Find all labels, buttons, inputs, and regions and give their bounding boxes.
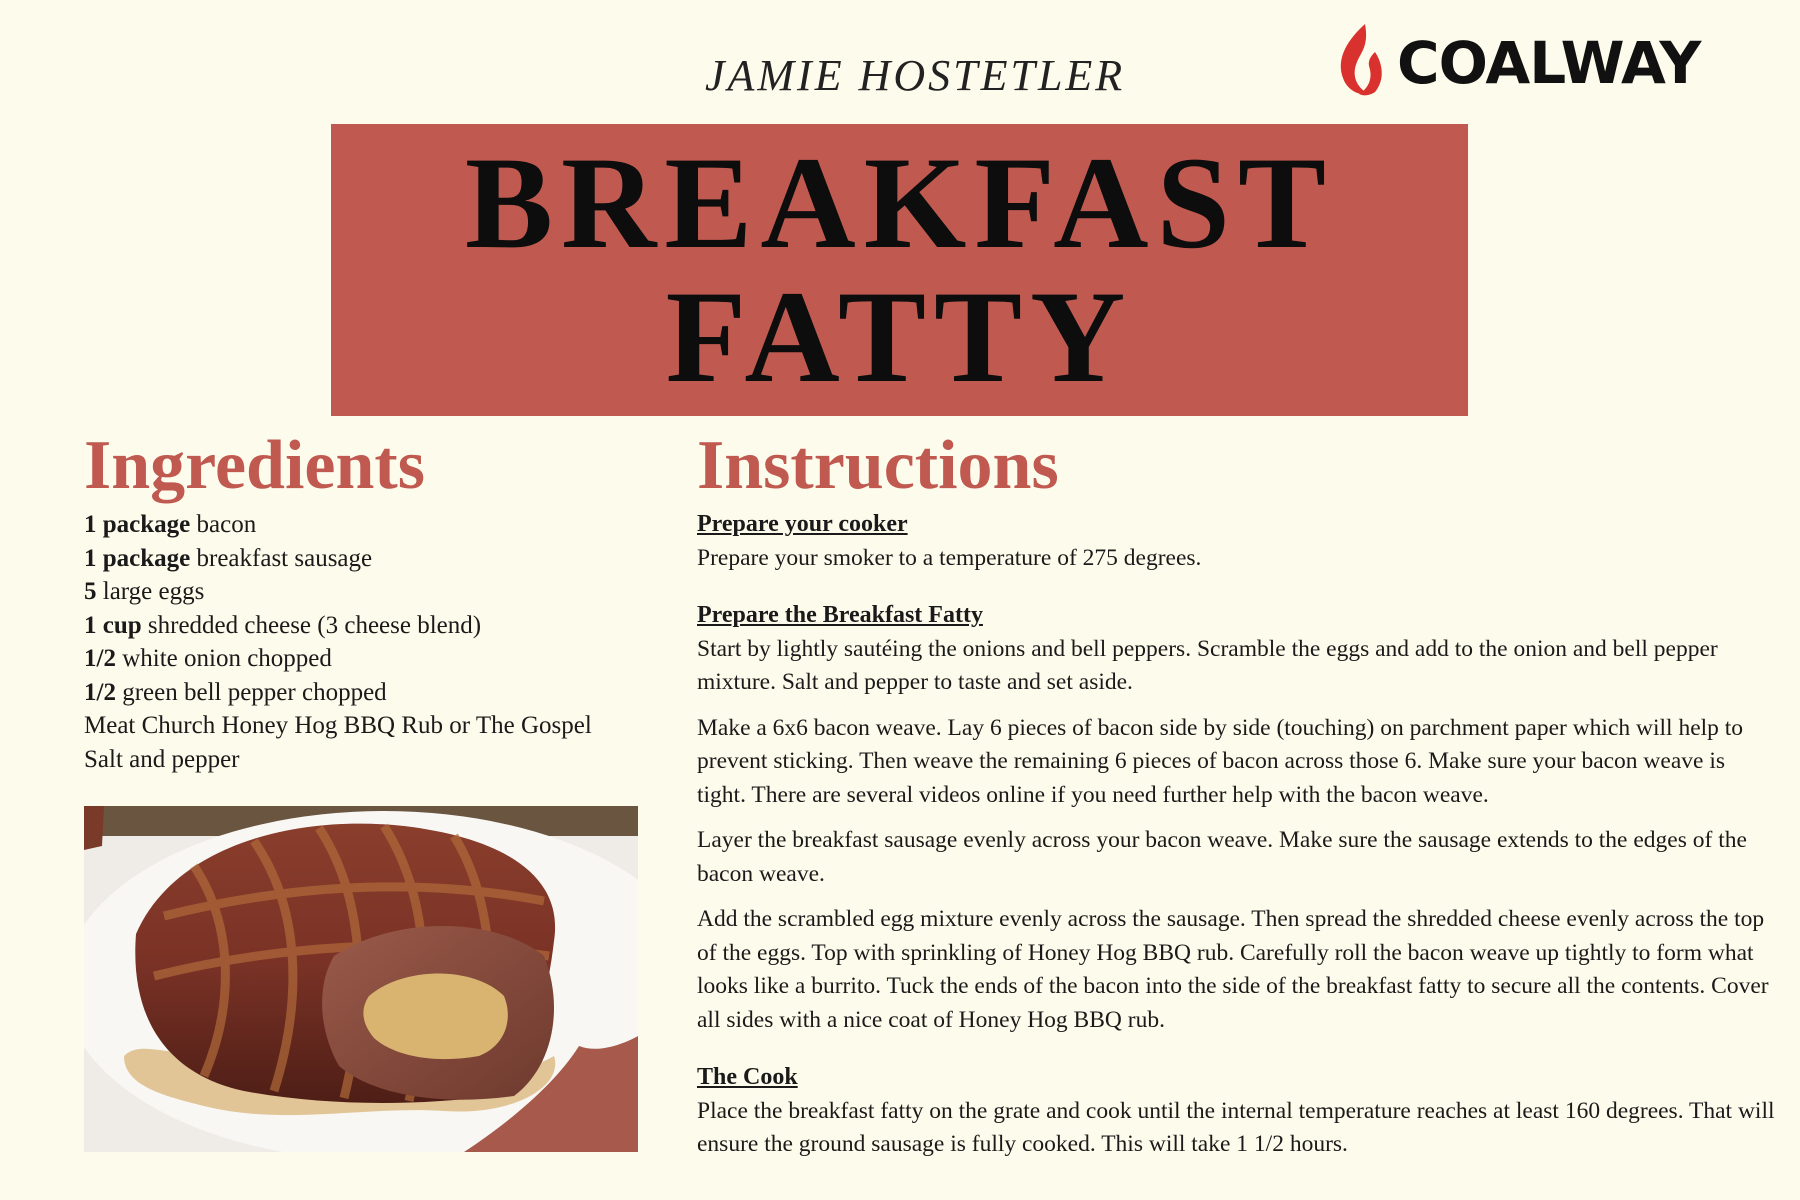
ingredient-item: 1 cup shredded cheese (3 cheese blend)	[84, 611, 482, 639]
ingredient-item: Salt and pepper	[84, 745, 240, 773]
instruction-paragraph: Place the breakfast fatty on the grate and cook until the internal temperature reaches at least 160 degrees. That will ensure the ground sausage is fully cooked. This will take 1 1/2 hours.	[697, 1097, 1775, 1157]
ingredient-item: 1 package bacon	[84, 511, 257, 538]
brand-logo	[1335, 22, 1700, 103]
brand-name: COALWAY	[1397, 28, 1701, 97]
title-line-2: FATTY	[665, 263, 1134, 410]
title-banner	[331, 124, 1468, 416]
ingredient-item: 5 large eggs	[84, 578, 205, 605]
flame-icon	[1335, 22, 1387, 103]
instructions-heading: Instructions	[697, 427, 1059, 504]
instruction-paragraph: Start by lightly sautéing the onions and bell peppers. Scramble the eggs and add to the onion and bell pepper mixture. Salt and pepper to taste and set aside.	[697, 635, 1718, 695]
instruction-paragraph: Add the scrambled egg mixture evenly across the sausage. Then spread the shredded cheese evenly across the top of the eggs. Top with sprinkling of Honey Hog BBQ rub. Carefully roll the bacon weave up tightly to form what looks like a burrito. Tuck the ends of the bacon into the side of the breakfast fatty to secure all the contents. Cover all sides with a nice coat of Honey Hog BBQ rub.	[697, 906, 1769, 1033]
instructions-body	[697, 508, 1777, 1162]
section-title-cooker: Prepare your cooker	[697, 511, 908, 537]
ingredients-heading: Ingredients	[84, 427, 425, 504]
ingredient-item: 1 package breakfast sausage	[84, 544, 373, 572]
instruction-paragraph: Prepare your smoker to a temperature of 275 degrees.	[697, 544, 1202, 571]
author-name: JAMIE HOSTETLER	[705, 51, 1126, 100]
food-photo	[84, 806, 638, 1152]
section-title-fatty: Prepare the Breakfast Fatty	[697, 602, 983, 628]
instruction-paragraph: Make a 6x6 bacon weave. Lay 6 pieces of bacon side by side (touching) on parchment paper which will help to prevent sticking. Then weave the remaining 6 pieces of bacon across those 6. Make sure your bacon weave is tight. There are several videos online if you need further help with the bacon weave.	[697, 714, 1744, 808]
ingredient-item: Meat Church Honey Hog BBQ Rub or The Gospel	[84, 712, 592, 739]
instruction-paragraph: Layer the breakfast sausage evenly across your bacon weave. Make sure the sausage extends to the edges of the bacon weave.	[697, 827, 1747, 887]
ingredient-item: 1/2 white onion chopped	[84, 645, 332, 672]
ingredients-list	[84, 508, 644, 776]
title-line-1: BREAKFAST	[464, 129, 1335, 276]
ingredient-item: 1/2 green bell pepper chopped	[84, 678, 387, 706]
section-title-cook: The Cook	[697, 1064, 798, 1090]
